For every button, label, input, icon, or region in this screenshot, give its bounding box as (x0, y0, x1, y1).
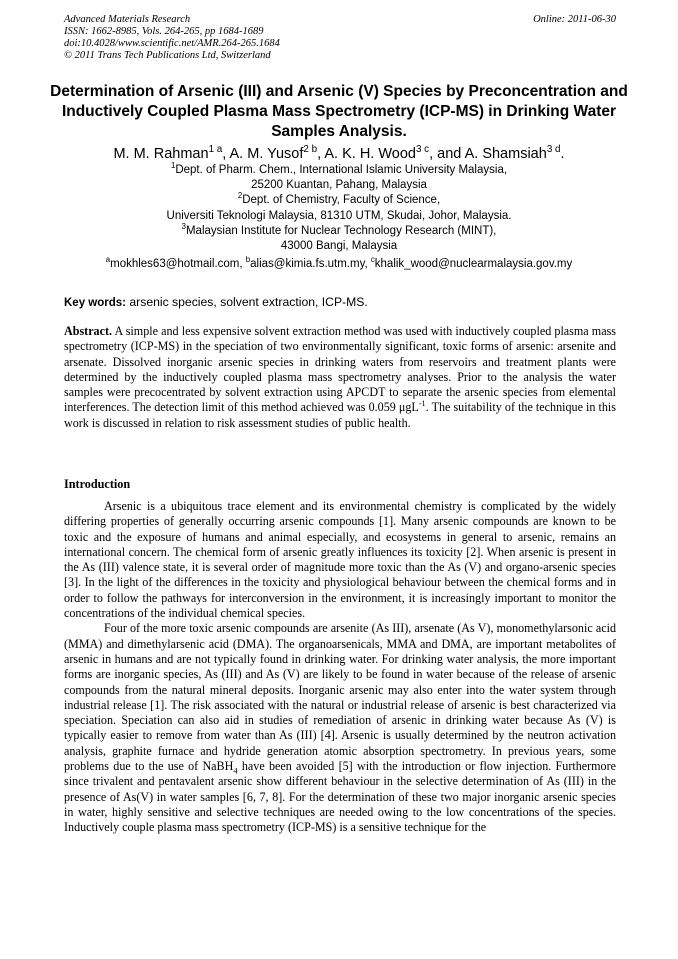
affiliation-block (40, 163, 638, 254)
email-separator: , (239, 258, 246, 270)
affiliation-line (40, 193, 638, 208)
author-name: A. M. Yusof (229, 146, 304, 162)
author-separator: , (317, 146, 325, 162)
doi-line: doi:10.4028/www.scientific.net/AMR.264-265.1684 (64, 38, 280, 49)
abstract-text-end: . The suitability of the technique in this work is discussed in relation to risk assessment studies of public health. (64, 400, 616, 430)
author-superscript: 3 c (415, 144, 430, 156)
author-separator: . (560, 146, 565, 162)
affiliation-superscript: 2 (237, 191, 243, 201)
author-list (40, 145, 638, 163)
affiliation-line (40, 163, 638, 178)
email-address: alias@kimia.fs.utm.my (250, 258, 365, 270)
affiliation-line (40, 209, 638, 224)
email-superscript: c (370, 255, 375, 265)
author-superscript: 2 b (303, 144, 318, 156)
author-name: M. M. Rahman (113, 146, 209, 162)
journal-header (64, 14, 616, 62)
online-date: Online: 2011-06-30 (533, 14, 616, 25)
email-superscript: b (245, 255, 251, 265)
email-line (40, 257, 638, 272)
paper-title: Determination of Arsenic (III) and Arsenic (V) Species by Preconcentration and Inductively Coupled Plasma Mass Spectrometry (ICP-MS) in Drinking Water Samples Analysis. (50, 83, 628, 140)
abstract-superscript: -1 (418, 399, 426, 409)
intro-paragraph-2-text-end: have been avoided [5] with the introduction or flow injection. Furthermore since trivalent and pentavalent arsenic show different behaviour in the selective determination of As (III) in the presence of As(V) in water samples [6, 7, 8]. For the determination of these two major inorganic arsenic species in water, highly sensitive and selective techniques are needed owing to the low concentrations of the species. Inductively couple plasma mass spectrometry (ICP-MS) is a sensitive technique for the (64, 759, 616, 835)
abstract-label: Abstract. (64, 324, 113, 338)
affiliation-text: 43000 Bangi, Malaysia (280, 240, 398, 253)
affiliation-text: Universiti Teknologi Malaysia, 81310 UTM, Skudai, Johor, Malaysia. (166, 209, 512, 222)
affiliation-text: Malaysian Institute for Nuclear Technology Research (MINT), (185, 224, 497, 237)
affiliation-text: Dept. of Chemistry, Faculty of Science, (242, 194, 441, 207)
keywords-line (64, 294, 616, 311)
affiliation-line (40, 221, 638, 239)
author-separator: , (222, 146, 230, 162)
author-name: A. K. H. Wood (324, 146, 416, 162)
intro-paragraph-2 (64, 621, 616, 835)
author-name: A. Shamsiah (464, 146, 547, 162)
affiliation-line (40, 239, 638, 254)
keywords-label: Key words: (64, 297, 126, 309)
keywords-text: arsenic species, solvent extraction, ICP-MS. (126, 295, 368, 309)
introduction-body (64, 499, 616, 836)
author-separator: , and (429, 146, 465, 162)
journal-name: Advanced Materials Research (64, 14, 191, 25)
email-address: mokhles63@hotmail.com (110, 258, 240, 270)
email-address: khalik_wood@nuclearmalaysia.gov.my (374, 258, 573, 270)
affiliation-text: 25200 Kuantan, Pahang, Malaysia (251, 179, 427, 192)
affiliation-text: Dept. of Pharm. Chem., International Islamic University Malaysia, (175, 164, 508, 176)
intro-paragraph-1: Arsenic is a ubiquitous trace element and its environmental chemistry is complicated by the widely differing properties of generally occurring arsenic compounds [1]. Many arsenic compounds are known to be toxic and the exposure of humans and animal especially, and ecosystems in general to arsenic, remains an international concern. The chemical form of arsenic greatly influences its toxicity [2]. When arsenic is present in the As (III) valence state, it is several order of magnitude more toxic than the As (V) and organo-arsenic species [3]. In the light of the differences in the toxicity and physiological behaviour between the chemical forms and in order to follow the pathways for interconversion in the environment, it is increasingly important to monitor the concentrations of the individual chemical species. (64, 499, 616, 621)
subscript-4: 4 (233, 765, 238, 776)
affiliation-superscript: 3 (181, 221, 186, 231)
abstract-text: A simple and less expensive solvent extraction method was used with inductively coupled plasma mass spectrometry (ICP-MS) in the speciation of two environmentally significant, toxic forms of arsenic: arsenite and arsenate. Dissolved inorganic arsenic species in drinking waters from reservoirs and treatment plants were determined by the inductively coupled plasma mass spectrometry analyses. Prior to the analysis the water samples were precocentrated by solvent extraction using APCDT to separate the arsenic species from elemental interferences. The detection limit of this method achieved was 0.059 μgL (64, 324, 616, 415)
copyright-line: © 2011 Trans Tech Publications Ltd, Switzerland (64, 50, 271, 61)
section-heading-introduction: Introduction (64, 477, 131, 491)
author-superscript: 1 a (208, 144, 223, 156)
intro-paragraph-2-text: Four of the more toxic arsenic compounds are arsenite (As III), arsenate (As V), monomethylarsonic acid (MMA) and dimethylarsenic acid (DMA). The organoarsenicals, MMA and DMA, are important metabolites of arsenic in humans and are not typically found in drinking water. For drinking water analysis, the more important forms are inorganic species, As (III) and As (V) are likely to be found in water because of the release of arsenic compounds from the natural mineral deposits. Inorganic arsenic may also enter into the water system through industrial release [1]. The risk associated with the natural or industrial release of arsenic is best characterized via speciation. Speciation can also aid in studies of remediation of arsenic in drinking water because As (V) is typically easier to remove from water than As (III) [4]. Arsenic is usually determined by the neutron activation analysis, graphite furnace and hydride generation atomic absorption spectrometry. In previous years, some problems due to the use of NaBH (64, 621, 616, 774)
affiliation-superscript: 1 (170, 161, 176, 171)
email-separator: , (364, 258, 371, 270)
affiliation-line (40, 178, 638, 193)
email-superscript: a (105, 255, 111, 265)
issn-line: ISSN: 1662-8985, Vols. 264-265, pp 1684-1689 (64, 26, 264, 37)
abstract-paragraph (64, 324, 616, 431)
author-superscript: 3 d (546, 144, 561, 156)
